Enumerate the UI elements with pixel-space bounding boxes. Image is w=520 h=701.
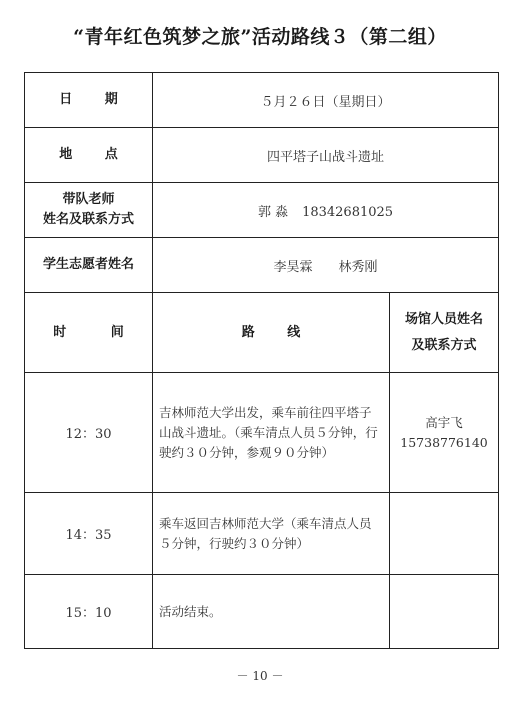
- route-cell: [153, 493, 390, 575]
- teacher-value-cell: [153, 183, 499, 238]
- route-header-cell: [153, 293, 390, 373]
- time-cell: [25, 575, 153, 649]
- contact-name: 高宇飞: [425, 414, 463, 430]
- time-header-cell: [25, 293, 153, 373]
- route-header: 路 线: [241, 324, 315, 340]
- teacher-label-line1: 带队老师: [62, 192, 115, 207]
- schedule-row: [25, 493, 499, 575]
- document-title: “青年红色筑梦之旅”活动路线３（第二组）: [73, 26, 447, 48]
- contact-cell: [390, 373, 499, 493]
- volunteers-label: 学生志愿者姓名: [42, 257, 134, 272]
- contact-header-line1: 场馆人员姓名: [405, 311, 484, 327]
- time-value: 12：30: [65, 427, 112, 442]
- route-text: 活动结束。: [159, 603, 222, 619]
- contact-cell: [390, 575, 499, 649]
- date-value: ５月２６日（星期日）: [260, 94, 391, 110]
- date-label: 日 期: [59, 92, 132, 107]
- time-cell: [25, 493, 153, 575]
- volunteers-row: [25, 238, 499, 293]
- teacher-phone: 18342681025: [302, 204, 394, 220]
- volunteers-label-cell: [25, 238, 153, 293]
- date-label-cell: [25, 73, 153, 128]
- teacher-label-cell: [25, 183, 153, 238]
- teacher-label-line2: 姓名及联系方式: [42, 212, 134, 227]
- time-value: 14：35: [65, 528, 112, 543]
- contact-header-cell: [390, 293, 499, 373]
- place-row: [25, 128, 499, 183]
- route-cell: [153, 373, 390, 493]
- schedule-row: [25, 575, 499, 649]
- time-header: 时 间: [53, 324, 144, 340]
- volunteers-value-cell: [153, 238, 499, 293]
- date-value-cell: [153, 73, 499, 128]
- place-value: 四平塔子山战斗遗址: [267, 149, 385, 165]
- volunteer-name: 李昊霖: [273, 259, 313, 275]
- contact-phone: 15738776140: [400, 434, 488, 450]
- time-cell: [25, 373, 153, 493]
- route-text: 乘车返回吉林师范大学（乘车清点人员５分钟，行驶约３０分钟）: [159, 515, 372, 551]
- place-label-cell: [25, 128, 153, 183]
- teacher-name: 郭 淼: [257, 204, 289, 220]
- schedule-row: [25, 373, 499, 493]
- contact-cell: [390, 493, 499, 575]
- route-text: 吉林师范大学出发，乘车前往四平塔子山战斗遗址。（乘车清点人员５分钟，行驶约３０分钟，参观９０分钟）: [159, 404, 378, 460]
- place-label: 地 点: [59, 147, 132, 162]
- contact-header-line2: 及联系方式: [411, 337, 477, 353]
- schedule-table: [24, 72, 499, 649]
- date-row: [25, 73, 499, 128]
- place-value-cell: [153, 128, 499, 183]
- time-value: 15：10: [65, 606, 112, 621]
- teacher-row: [25, 183, 499, 238]
- volunteer-name: 林秀刚: [338, 259, 378, 275]
- page-number: － 10 －: [236, 669, 284, 683]
- route-cell: [153, 575, 390, 649]
- schedule-header-row: [25, 293, 499, 373]
